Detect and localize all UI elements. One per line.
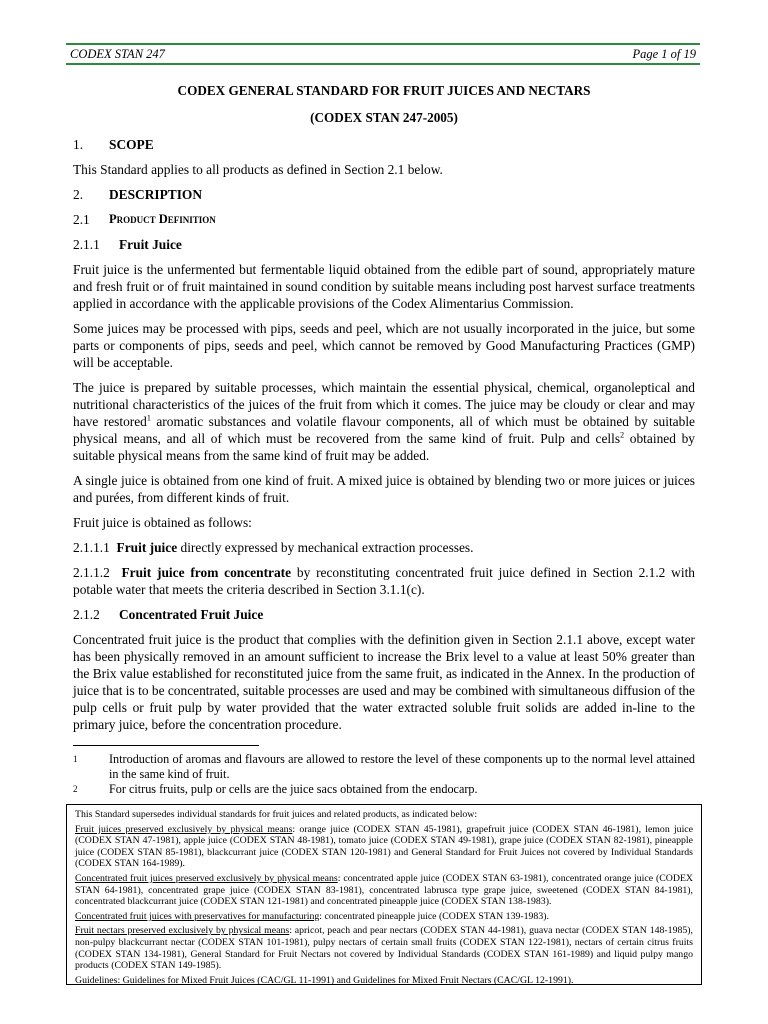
section-number: 1. <box>73 137 84 152</box>
scope-text: This Standard applies to all products as defined in Section 2.1 below. <box>73 162 443 177</box>
header-page-number: Page 1 of 19 <box>632 46 696 61</box>
paragraph-single-mixed-juice: A single juice is obtained from one kind of fruit. A mixed juice is obtained by blending two or more juices or juices and purées, from different kinds of fruit. <box>73 473 695 505</box>
header-doc-id: CODEX STAN 247 <box>70 46 165 61</box>
section-concentrated-heading <box>73 606 695 623</box>
box-intro: This Standard supersedes individual standards for fruit juices and related products, as indicated below: <box>75 809 478 820</box>
box-item-label: Guidelines <box>75 974 118 986</box>
section-title: SCOPE <box>109 137 154 152</box>
section-number: 2.1.2 <box>73 607 100 622</box>
footnote-separator <box>73 745 259 746</box>
box-item <box>75 911 693 923</box>
document-subtitle: (CODEX STAN 247-2005) <box>310 110 458 125</box>
box-item-label: Concentrated fruit juices with preservatives for manufacturing <box>75 910 320 922</box>
paragraph-pips-seeds: Some juices may be processed with pips, seeds and peel, which are not usually incorporated in the juice, but some parts or components of pips, seeds and peel, which cannot be removed by Good Manufacturing Practices (GMP) will be acceptable. <box>73 321 695 370</box>
section-number: 2.1.1 <box>73 237 100 252</box>
paragraph-juice-preparation <box>73 379 695 464</box>
box-item <box>75 873 693 908</box>
clause-number: 2.1.1.2 <box>73 565 110 580</box>
box-item-text: : orange juice (CODEX STAN 45-1981), grapefruit juice (CODEX STAN 46-1981), lemon juice (CODEX STAN 47-1981), apple juice (CODEX STAN 48-1981), tomato juice (CODEX STAN 49-1981), grape juice (CODEX STAN 82-1981), pineapple juice (CODEX STAN 85-1981), blackcurrant juice (CODEX STAN 120-1981) and General Standard for Fruit Juices not covered by Individual Standards (CODEX STAN 164-1989). <box>75 823 693 870</box>
supersedes-box <box>66 804 702 985</box>
box-item-label: Concentrated fruit juices preserved exclusively by physical means <box>75 872 338 884</box>
section-title: Product Definition <box>109 212 216 226</box>
box-item <box>75 975 693 987</box>
box-item-label: Fruit juices preserved exclusively by physical means <box>75 823 293 835</box>
footnote-2 <box>73 782 695 797</box>
footnote-1 <box>73 752 695 782</box>
footnote-ref-1: 1 <box>146 413 151 423</box>
section-title: Fruit Juice <box>119 237 182 252</box>
paragraph-fruit-juice-definition: Fruit juice is the unfermented but fermentable liquid obtained from the edible part of sound, appropriately mature and fresh fruit or of fruit maintained in sound condition by suitable means including post harvest surface treatments applied in accordance with the applicable provisions of the Codex Alimentarius Commission. <box>73 262 695 311</box>
paragraph-concentrated-definition: Concentrated fruit juice is the product that complies with the definition given in Section 2.1.1 above, except water has been physically removed in an amount sufficient to increase the Brix level to a value at least 50% greater than the Brix value established for reconstituted juice from the same fruit, as indicated in the Annex. In the production of juice that is to be concentrated, suitable processes are used and may be combined with simultaneous diffusion of the pulp cells or fruit pulp by water provided that the water extracted soluble fruit solids are added in-line to the primary juice, before the concentration procedure. <box>73 632 695 732</box>
footnote-text: For citrus fruits, pulp or cells are the juice sacs obtained from the endocarp. <box>109 782 478 796</box>
page-header <box>66 43 700 65</box>
text-span: The juice is prepared by suitable processes, which maintain the essential physical, chemical, organoleptical and nutritional characteristics of the juices of the fruit from which it comes. The juice may be cloudy or clear and may have restored <box>73 380 695 429</box>
section-product-definition-heading <box>73 211 695 228</box>
box-item-label: Fruit nectars preserved exclusively by physical means <box>75 925 290 937</box>
footnote-ref-2: 2 <box>620 430 625 440</box>
footnote-text: Introduction of aromas and flavours are allowed to restore the level of these components up to the normal level attained in the same kind of fruit. <box>109 752 695 781</box>
section-fruit-juice-heading <box>73 236 695 253</box>
box-item <box>75 824 693 870</box>
text-span: obtained by suitable physical means from the same kind of fruit may be added. <box>73 431 696 463</box>
clause-term: Fruit juice from concentrate <box>121 565 292 580</box>
box-item <box>75 925 693 971</box>
box-item-text: : concentrated pineapple juice (CODEX STAN 139-1983). <box>319 910 549 922</box>
section-title: DESCRIPTION <box>109 187 203 202</box>
footnote-number: 2 <box>73 784 78 794</box>
document-body <box>73 78 695 797</box>
paragraph-2-1-1-1 <box>73 539 695 556</box>
section-number: 2.1 <box>73 212 90 227</box>
document-title: CODEX GENERAL STANDARD FOR FRUIT JUICES AND NECTARS <box>177 83 591 98</box>
section-description-heading <box>73 186 695 203</box>
section-scope-heading <box>73 136 695 153</box>
box-item-text: : Guidelines for Mixed Fruit Juices (CAC/GL 11-1991) and Guidelines for Mixed Fruit Nectars (CAC/GL 12-1991). <box>117 974 574 986</box>
clause-number: 2.1.1.1 <box>73 540 110 555</box>
paragraph-obtained-as-follows: Fruit juice is obtained as follows: <box>73 515 252 530</box>
paragraph-2-1-1-2 <box>73 564 695 598</box>
clause-text: by reconstituting concentrated fruit juice defined in Section 2.1.2 with potable water that meets the criteria described in Section 3.1.1(c). <box>73 565 695 597</box>
clause-term: Fruit juice <box>116 540 178 555</box>
box-item-text: : concentrated apple juice (CODEX STAN 63-1981), concentrated orange juice (CODEX STAN 64-1981), concentrated grape juice (CODEX STAN 83-1981), concentrated labrusca type grape juice, sweetened (CODEX STAN 84-1981), concentrated blackcurrant juice (CODEX STAN 121-1981) and concentrated pineapple juice (CODEX STAN 138-1983). <box>75 872 693 908</box>
clause-text: directly expressed by mechanical extraction processes. <box>177 540 474 555</box>
section-title: Concentrated Fruit Juice <box>119 607 264 622</box>
footnote-number: 1 <box>73 754 78 764</box>
text-span: aromatic substances and volatile flavour components, all of which must be obtained by suitable physical means, and all of which must be recovered from the same kind of fruit. Pulp and cells <box>73 414 695 446</box>
section-number: 2. <box>73 187 84 202</box>
box-item-text: : apricot, peach and pear nectars (CODEX STAN 44-1981), guava nectar (CODEX STAN 148-1985), non-pulpy blackcurrant nectar (CODEX STAN 101-1981), pulpy nectars of certain small fruits (CODEX STAN 122-1981), nectars of certain citrus fruits (CODEX STAN 134-1981), General Standard for Fruit Nectars not covered by Individual Standards (CODEX STAN 161-1989) and liquid pulpy mango products (CODEX STAN 149-1985). <box>75 925 693 972</box>
